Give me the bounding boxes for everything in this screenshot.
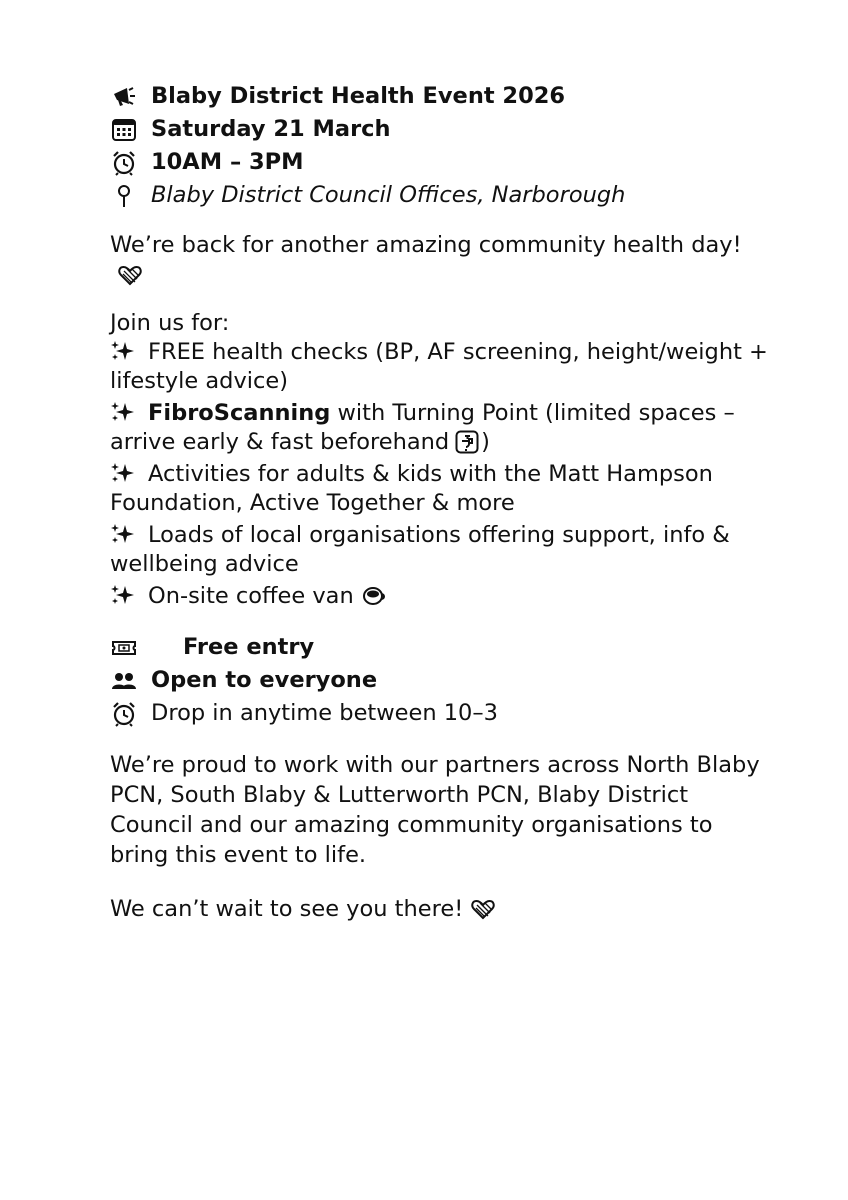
- join-label: Join us for:: [110, 310, 230, 336]
- intro-paragraph: [110, 230, 770, 290]
- list-item: [110, 518, 770, 579]
- pin-icon: [110, 182, 138, 210]
- item-text: Loads of local organisations offering support, info & wellbeing advice: [110, 522, 730, 577]
- list-item: [110, 579, 770, 611]
- sparkles-icon: [110, 583, 136, 607]
- intro-text: We’re back for another amazing community health day!: [110, 232, 742, 258]
- item-text: FREE health checks (BP, AF screening, height/weight + lifestyle advice): [110, 339, 768, 394]
- event-post: [110, 80, 770, 924]
- event-date: Saturday 21 March: [151, 116, 391, 142]
- list-item: [110, 457, 770, 518]
- item-text: Activities for adults & kids with the Matt Hampson Foundation, Active Together & more: [110, 461, 713, 516]
- open-text: Open to everyone: [151, 667, 378, 693]
- sparkles-icon: [110, 522, 136, 546]
- megaphone-icon: [110, 83, 138, 111]
- alarm-clock-icon: [110, 700, 138, 728]
- date-line: [110, 113, 770, 146]
- item-text: with Turning Point (limited spaces – arrive early & fast beforehand: [110, 400, 735, 455]
- heart-icon: [471, 897, 495, 921]
- list-item: [110, 396, 770, 457]
- event-title: Blaby District Health Event 2026: [151, 83, 566, 109]
- closing-text: We can’t wait to see you there!: [110, 896, 464, 922]
- drop-in-line: [110, 697, 770, 730]
- people-icon: [110, 667, 138, 695]
- event-location: Blaby District Council Offices, Narborough: [151, 182, 626, 208]
- item-close: ): [481, 429, 490, 455]
- sparkles-icon: [110, 339, 136, 363]
- ticket-icon: [110, 634, 138, 662]
- free-entry-line: [110, 631, 770, 664]
- title-line: [110, 80, 770, 113]
- list-item: [110, 338, 770, 396]
- drop-in-text: Drop in anytime between 10–3: [151, 700, 498, 726]
- water-tap-icon: [455, 430, 479, 454]
- partners-paragraph: We’re proud to work with our partners across North Blaby PCN, South Blaby & Lutterworth PCN, Blaby District Council and our amazing community organisations to bring this event to life.: [110, 752, 760, 868]
- free-entry-text: Free entry: [183, 634, 315, 660]
- item-text: On-site coffee van: [148, 583, 354, 609]
- alarm-clock-icon: [110, 149, 138, 177]
- closing-paragraph: [110, 894, 770, 924]
- sparkles-icon: [110, 461, 136, 485]
- sparkles-icon: [110, 400, 136, 424]
- item-bold-text: FibroScanning: [148, 400, 331, 426]
- heart-icon: [118, 263, 142, 287]
- location-line: [110, 179, 770, 212]
- open-line: [110, 664, 770, 697]
- coffee-icon: [362, 584, 386, 608]
- event-time: 10AM – 3PM: [151, 149, 304, 175]
- time-line: [110, 146, 770, 179]
- calendar-icon: [110, 116, 138, 144]
